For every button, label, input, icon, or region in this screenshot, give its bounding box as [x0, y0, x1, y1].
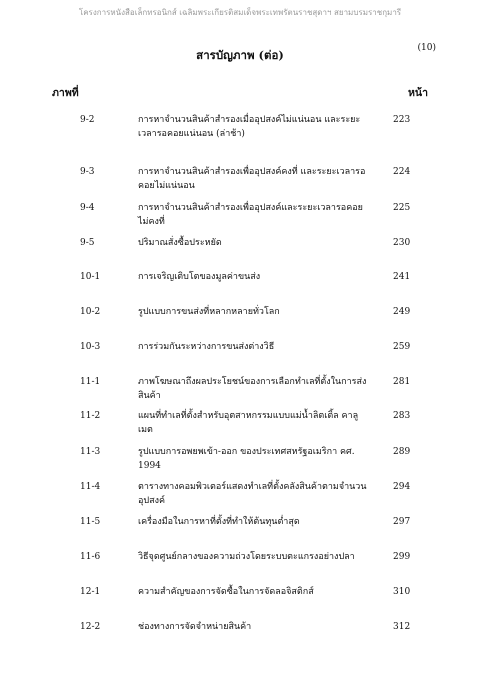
figure-caption: รูปแบบการอพยพเข้า-ออก ของประเทศสหรัฐอเมริกา คศ. 1994	[138, 447, 355, 471]
figure-caption: รูปแบบการขนส่งที่หลากหลายทั่วโลก	[138, 307, 280, 317]
figure-page: 310	[393, 587, 411, 597]
figure-caption: เครื่องมือในการหาที่ตั้งที่ทำให้ต้นทุนต่ำสุด	[138, 517, 300, 527]
figure-caption: ความสำคัญของการจัดซื้อในการจัดลอจิสติกส์	[138, 587, 314, 597]
figure-page: 281	[393, 377, 411, 387]
header-note: โครงการหนังสือเล็กทรอนิกส์ เฉลิมพระเกียรติสมเด็จพระเทพรัตนราชสุดาฯ สยามบรมราชกุมารี	[78, 8, 402, 17]
figure-caption: ปริมาณสั่งซื้อประหยัด	[138, 238, 222, 248]
column-header-page: หน้า	[408, 87, 428, 99]
page-title: สารบัญภาพ (ต่อ)	[196, 48, 284, 62]
figure-caption: การเจริญเติบโตของมูลค่าขนส่ง	[138, 272, 261, 282]
figure-caption: วิธีจุดศูนย์กลางของความถ่วงโดยระบบตะแกรงอย่างปลา	[138, 552, 355, 562]
figure-page: 224	[393, 167, 411, 177]
figure-page: 249	[393, 307, 411, 317]
figure-page: 259	[393, 342, 411, 352]
figure-number: 9-5	[80, 238, 95, 248]
figure-caption: แผนที่ทำเลที่ตั้งสำหรับอุตสาหกรรมแบบแม่น้ำลิตเติ้ล คาลูเมต	[138, 411, 359, 435]
figure-number: 12-2	[80, 622, 101, 632]
figure-page: 299	[393, 552, 411, 562]
figure-caption: การร่วมกันระหว่างการขนส่งต่างวิธี	[138, 342, 275, 352]
figure-number: 9-4	[80, 203, 95, 213]
figure-number: 10-1	[80, 272, 101, 282]
figure-page: 230	[393, 238, 411, 248]
figure-number: 11-4	[80, 482, 101, 492]
figure-page: 241	[393, 272, 411, 282]
figure-page: 294	[393, 482, 411, 492]
page-number: (10)	[417, 43, 436, 53]
figure-page: 297	[393, 517, 411, 527]
figure-page: 225	[393, 203, 411, 213]
figure-page: 283	[393, 411, 411, 421]
figure-caption: ตารางทางคอมพิวเตอร์แสดงทำเลที่ตั้งคลังสินค้าตามจำนวนอุปสงค์	[138, 482, 367, 506]
figure-number: 10-2	[80, 307, 101, 317]
figure-page: 223	[393, 115, 411, 125]
figure-caption: ช่องทางการจัดจำหน่ายสินค้า	[138, 622, 252, 632]
figure-number: 12-1	[80, 587, 101, 597]
figure-number: 11-6	[80, 552, 101, 562]
column-header-figure: ภาพที่	[52, 87, 79, 99]
figure-caption: การหาจำนวนสินค้าสำรองเพื่ออุปสงค์คงที่ และระยะเวลารอคอยไม่แน่นอน	[138, 167, 366, 191]
figure-page: 289	[393, 447, 411, 457]
figure-number: 11-2	[80, 411, 101, 421]
figure-number: 11-1	[80, 377, 101, 387]
figure-number: 10-3	[80, 342, 101, 352]
figure-number: 11-3	[80, 447, 101, 457]
figure-number: 9-3	[80, 167, 95, 177]
figure-page: 312	[393, 622, 411, 632]
figure-caption: การหาจำนวนสินค้าสำรองเมื่ออุปสงค์ไม่แน่นอน และระยะเวลารอคอยแน่นอน (ล่าช้า)	[138, 115, 361, 139]
figure-number: 11-5	[80, 517, 101, 527]
figure-number: 9-2	[80, 115, 95, 125]
figure-caption: ภาพโฆษณาถึงผลประโยชน์ของการเลือกทำเลที่ตั้งในการส่งสินค้า	[138, 377, 367, 401]
figure-caption: การหาจำนวนสินค้าสำรองเพื่ออุปสงค์และระยะเวลารอคอยไม่คงที่	[138, 203, 363, 227]
